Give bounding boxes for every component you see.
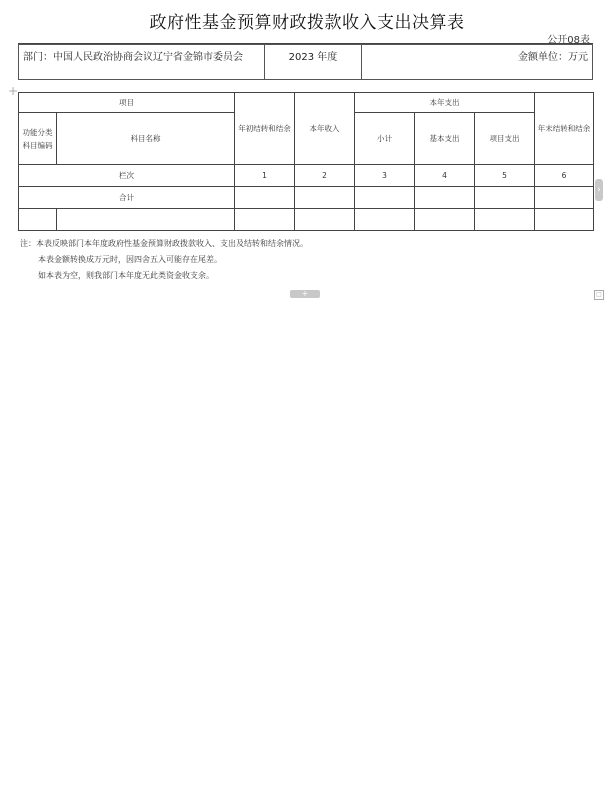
col-number: 5 — [475, 165, 535, 187]
table-cell — [295, 187, 355, 209]
department-cell: 部门：中国人民政治协商会议辽宁省金锦市委员会 — [19, 45, 265, 80]
table-cell — [415, 209, 475, 231]
col-number: 1 — [235, 165, 295, 187]
table-cell — [355, 209, 415, 231]
header-func-code: 功能分类科目编码 — [19, 113, 57, 165]
header-basic: 基本支出 — [415, 113, 475, 165]
form-id: 公开08表 — [547, 35, 590, 46]
table-cell — [415, 187, 475, 209]
header-item: 项目 — [19, 93, 235, 113]
header-closing: 年末结转和结余 — [535, 93, 594, 165]
table-cell — [235, 187, 295, 209]
table-cell — [535, 187, 594, 209]
resize-handle-icon[interactable]: □ — [594, 290, 604, 300]
table-cell — [355, 187, 415, 209]
col-number: 3 — [355, 165, 415, 187]
unit-cell: 金额单位：万元 — [362, 45, 593, 80]
table-cell — [235, 209, 295, 231]
col-number: 6 — [535, 165, 594, 187]
page-title: 政府性基金预算财政拨款收入支出决算表 — [149, 13, 465, 33]
table-cell — [475, 187, 535, 209]
info-table — [18, 44, 593, 80]
note-line: 注：本表反映部门本年度政府性基金预算财政拨款收入、支出及结转和结余情况。 — [20, 239, 308, 248]
notes — [20, 236, 308, 284]
header-subject-name: 科目名称 — [57, 113, 235, 165]
col-number: 2 — [295, 165, 355, 187]
side-expand-tab-icon[interactable]: › — [595, 179, 603, 201]
note-line: 本表金额转换成万元时，因四舍五入可能存在尾差。 — [38, 255, 222, 264]
budget-table — [18, 92, 594, 231]
table-cell — [57, 209, 235, 231]
table-cell — [535, 209, 594, 231]
total-label: 合计 — [19, 187, 235, 209]
header-subtotal: 小计 — [355, 113, 415, 165]
header-expense: 本年支出 — [355, 93, 535, 113]
table-move-handle-icon[interactable]: + — [8, 84, 19, 98]
row-index-label: 栏次 — [19, 165, 235, 187]
col-number: 4 — [415, 165, 475, 187]
header-project: 项目支出 — [475, 113, 535, 165]
year-cell: 2023 年度 — [265, 45, 362, 80]
note-line: 如本表为空，则我部门本年度无此类资金收支余。 — [38, 271, 214, 280]
add-row-tab-icon[interactable]: + — [290, 290, 320, 298]
table-cell — [295, 209, 355, 231]
header-income: 本年收入 — [295, 93, 355, 165]
table-cell — [19, 209, 57, 231]
header-opening: 年初结转和结余 — [235, 93, 295, 165]
table-cell — [475, 209, 535, 231]
